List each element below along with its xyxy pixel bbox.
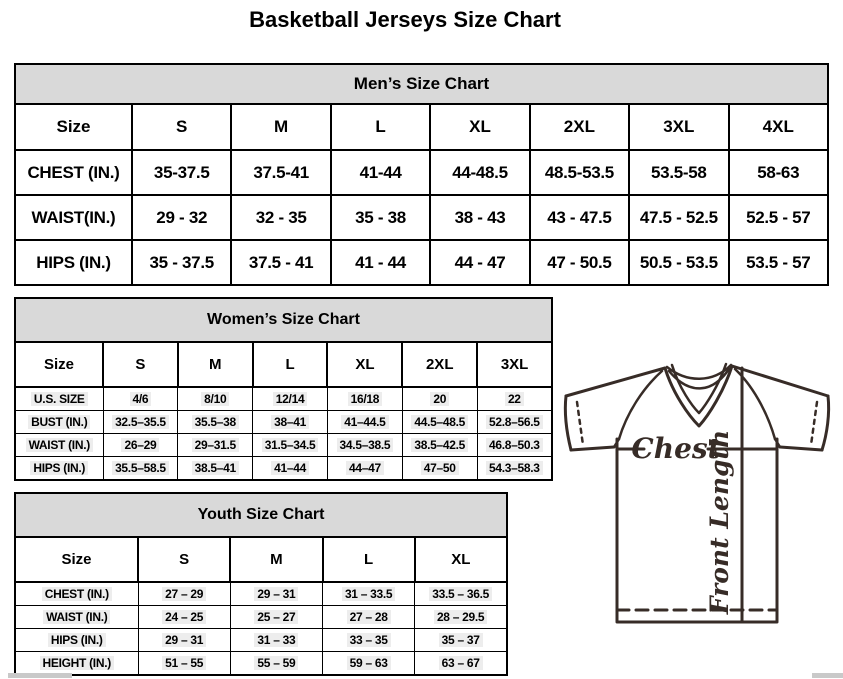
mens-size-chart-title: Men’s Size Chart — [15, 64, 828, 104]
column-header: S — [103, 342, 178, 387]
table-cell: 38–41 — [253, 411, 328, 434]
column-header: XL — [327, 342, 402, 387]
table-row-waist — [15, 195, 828, 240]
row-label: WAIST(IN.) — [15, 195, 132, 240]
table-cell: 41–44.5 — [327, 411, 402, 434]
table-cell: 35 – 37 — [415, 629, 507, 652]
header-row — [15, 104, 828, 150]
column-header: L — [331, 104, 430, 150]
row-label: WAIST (IN.) — [15, 434, 103, 457]
column-header: M — [178, 342, 253, 387]
table-row-bust — [15, 411, 552, 434]
jersey-sleeve-left — [571, 447, 614, 450]
youth-size-chart-title: Youth Size Chart — [15, 493, 507, 537]
womens-size-chart-title: Women’s Size Chart — [15, 298, 552, 342]
table-cell: 12/14 — [253, 387, 328, 411]
column-header: S — [138, 537, 230, 582]
column-header: 2XL — [530, 104, 629, 150]
table-cell: 16/18 — [327, 387, 402, 411]
table-row-hips — [15, 629, 507, 652]
table-row-waist — [15, 434, 552, 457]
table-cell: 35 - 38 — [331, 195, 430, 240]
jersey-armhole-left — [619, 371, 662, 439]
column-header: 3XL — [477, 342, 552, 387]
horizontal-scrollbar-thumb[interactable] — [8, 673, 72, 678]
table-cell: 34.5–38.5 — [327, 434, 402, 457]
womens-size-chart-table — [14, 297, 553, 481]
table-cell: 32.5–35.5 — [103, 411, 178, 434]
table-row-chest — [15, 150, 828, 195]
table-cell: 29 - 32 — [132, 195, 231, 240]
column-header: M — [231, 104, 330, 150]
jersey-sleeve-seam-left — [577, 402, 583, 445]
table-cell: 59 – 63 — [323, 652, 415, 676]
column-header: L — [253, 342, 328, 387]
column-header: 3XL — [629, 104, 728, 150]
table-title-row — [15, 298, 552, 342]
column-header: M — [230, 537, 322, 582]
table-cell: 8/10 — [178, 387, 253, 411]
table-cell: 29 – 31 — [138, 629, 230, 652]
table-cell: 51 – 55 — [138, 652, 230, 676]
jersey-diagram-svg — [556, 352, 838, 637]
table-cell: 31.5–34.5 — [253, 434, 328, 457]
table-cell: 35.5–58.5 — [103, 457, 178, 481]
table-cell: 27 – 28 — [323, 606, 415, 629]
jersey-sleeve-right — [822, 396, 829, 450]
chest-label: Chest — [631, 432, 721, 465]
jersey-body — [617, 439, 777, 622]
table-cell: 54.3–58.3 — [477, 457, 552, 481]
table-row-chest — [15, 582, 507, 606]
row-label: BUST (IN.) — [15, 411, 103, 434]
table-cell: 33 – 35 — [323, 629, 415, 652]
table-cell: 38.5–41 — [178, 457, 253, 481]
column-header: 2XL — [402, 342, 477, 387]
table-cell: 28 – 29.5 — [415, 606, 507, 629]
jersey-sleeve-left — [565, 396, 571, 450]
table-cell: 29 – 31 — [230, 582, 322, 606]
table-cell: 53.5 - 57 — [729, 240, 828, 285]
table-cell: 44–47 — [327, 457, 402, 481]
table-cell: 53.5-58 — [629, 150, 728, 195]
table-cell: 4/6 — [103, 387, 178, 411]
table-cell: 47 - 50.5 — [530, 240, 629, 285]
table-cell: 47.5 - 52.5 — [629, 195, 728, 240]
table-cell: 48.5-53.5 — [530, 150, 629, 195]
table-row-hips — [15, 240, 828, 285]
table-cell: 41 - 44 — [331, 240, 430, 285]
table-cell: 52.8–56.5 — [477, 411, 552, 434]
table-cell: 31 – 33.5 — [323, 582, 415, 606]
table-cell: 44-48.5 — [430, 150, 529, 195]
table-row-height — [15, 652, 507, 676]
table-cell: 58-63 — [729, 150, 828, 195]
table-cell: 55 – 59 — [230, 652, 322, 676]
column-header: L — [323, 537, 415, 582]
table-cell: 33.5 – 36.5 — [415, 582, 507, 606]
table-row-hips — [15, 457, 552, 481]
table-row-waist — [15, 606, 507, 629]
horizontal-scrollbar-corner[interactable] — [812, 673, 843, 678]
column-header: S — [132, 104, 231, 150]
table-cell: 50.5 - 53.5 — [629, 240, 728, 285]
table-cell: 37.5-41 — [231, 150, 330, 195]
row-label: HIPS (IN.) — [15, 457, 103, 481]
row-label: CHEST (IN.) — [15, 150, 132, 195]
table-cell: 63 – 67 — [415, 652, 507, 676]
row-label: U.S. SIZE — [15, 387, 103, 411]
table-cell: 35 - 37.5 — [132, 240, 231, 285]
table-cell: 24 – 25 — [138, 606, 230, 629]
row-label: HIPS (IN.) — [15, 629, 138, 652]
row-label: HEIGHT (IN.) — [15, 652, 138, 676]
table-cell: 27 – 29 — [138, 582, 230, 606]
header-row — [15, 342, 552, 387]
table-cell: 29–31.5 — [178, 434, 253, 457]
row-label: HIPS (IN.) — [15, 240, 132, 285]
table-cell: 52.5 - 57 — [729, 195, 828, 240]
table-cell: 35-37.5 — [132, 150, 231, 195]
row-label: CHEST (IN.) — [15, 582, 138, 606]
table-cell: 26–29 — [103, 434, 178, 457]
table-cell: 43 - 47.5 — [530, 195, 629, 240]
table-cell: 38.5–42.5 — [402, 434, 477, 457]
table-cell: 44 - 47 — [430, 240, 529, 285]
header-row — [15, 537, 507, 582]
column-header: XL — [430, 104, 529, 150]
page-title: Basketball Jerseys Size Chart — [249, 7, 561, 32]
jersey-sleeve-seam-right — [811, 402, 817, 445]
table-cell: 41-44 — [331, 150, 430, 195]
table-cell: 22 — [477, 387, 552, 411]
youth-size-chart-table — [14, 492, 508, 676]
table-cell: 35.5–38 — [178, 411, 253, 434]
mens-size-chart-table — [14, 63, 829, 286]
table-cell: 37.5 - 41 — [231, 240, 330, 285]
jersey-sleeve-right — [780, 447, 822, 450]
table-cell: 41–44 — [253, 457, 328, 481]
column-header: XL — [415, 537, 507, 582]
table-cell: 25 – 27 — [230, 606, 322, 629]
table-cell: 47–50 — [402, 457, 477, 481]
table-cell: 20 — [402, 387, 477, 411]
column-header: 4XL — [729, 104, 828, 150]
table-cell: 44.5–48.5 — [402, 411, 477, 434]
jersey-measurement-diagram — [556, 352, 838, 637]
table-cell: 31 – 33 — [230, 629, 322, 652]
size-header-cell: Size — [15, 342, 103, 387]
table-cell: 46.8–50.3 — [477, 434, 552, 457]
size-header-cell: Size — [15, 537, 138, 582]
row-label: WAIST (IN.) — [15, 606, 138, 629]
table-cell: 32 - 35 — [231, 195, 330, 240]
table-cell: 38 - 43 — [430, 195, 529, 240]
size-header-cell: Size — [15, 104, 132, 150]
table-title-row — [15, 64, 828, 104]
front-length-label: Front Length — [705, 429, 734, 615]
table-title-row — [15, 493, 507, 537]
table-row-us-size — [15, 387, 552, 411]
